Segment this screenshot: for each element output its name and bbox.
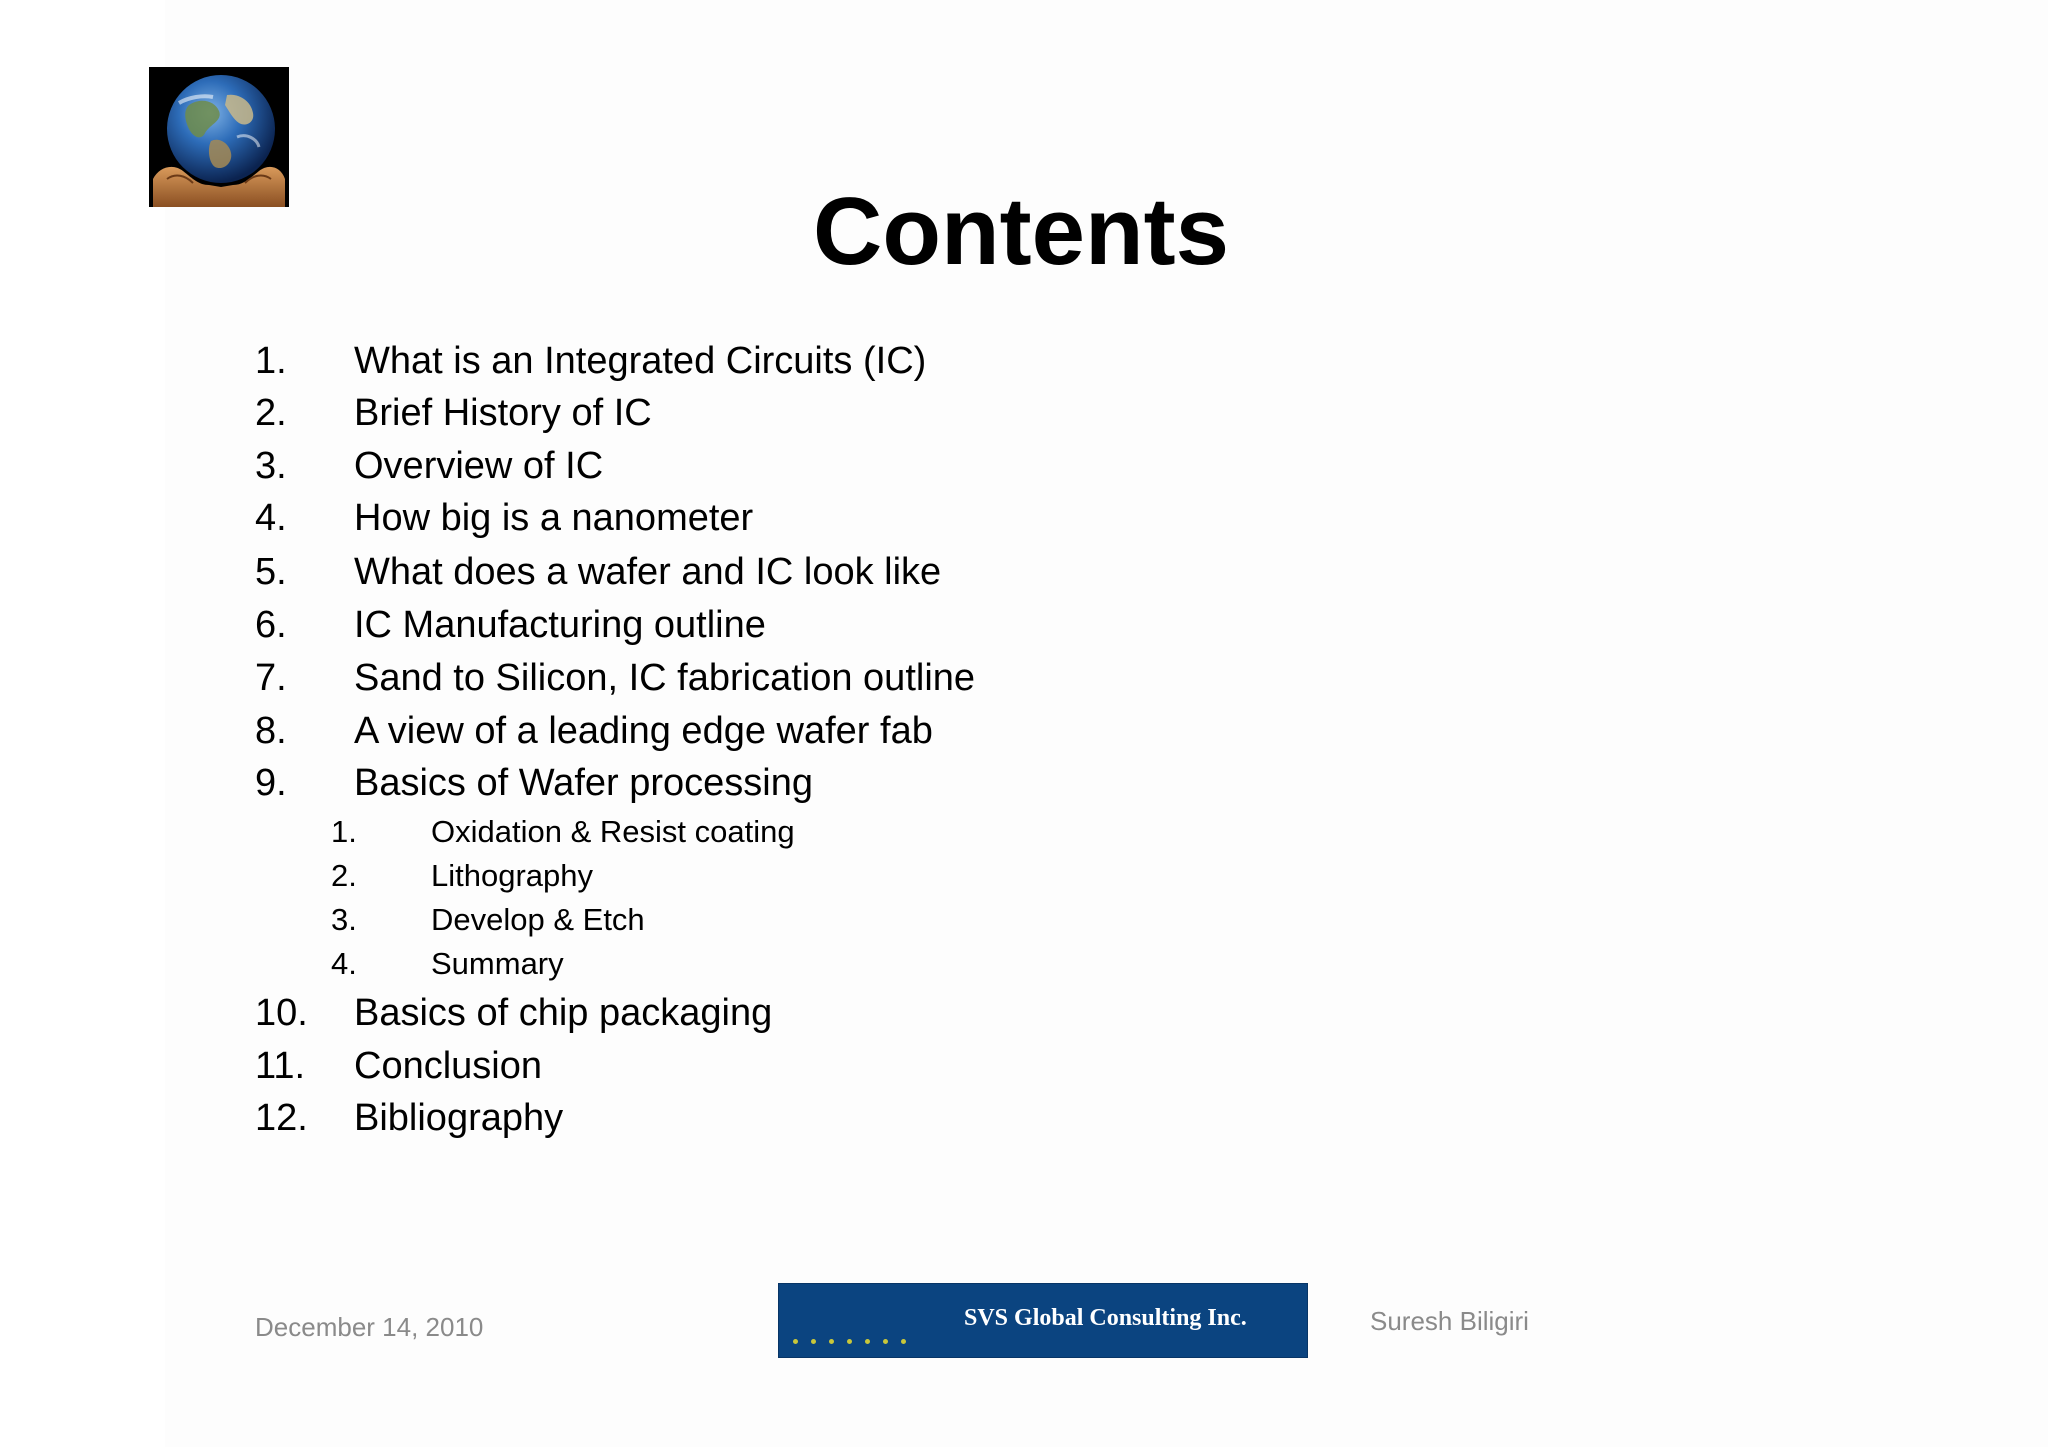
list-item-number: 5. xyxy=(255,551,287,593)
sub-list-item-label: Summary xyxy=(431,946,564,981)
list-item-label: Bibliography xyxy=(354,1097,564,1139)
list-item-label: IC Manufacturing outline xyxy=(354,604,766,646)
page-title-text: Contents xyxy=(813,178,1229,285)
footer-author: Suresh Biligiri xyxy=(1370,1306,1529,1336)
list-item-number: 8. xyxy=(255,710,287,752)
list-item-label: What does a wafer and IC look like xyxy=(354,551,942,593)
list-item-number: 1. xyxy=(255,340,287,382)
sub-list-item-number: 1. xyxy=(331,814,357,849)
list-item-number: 4. xyxy=(255,497,287,539)
list-item-label: What is an Integrated Circuits (IC) xyxy=(354,340,927,382)
list-item-label: A view of a leading edge wafer fab xyxy=(354,710,933,752)
list-item-number: 6. xyxy=(255,604,287,646)
sub-list-item-label: Lithography xyxy=(431,858,594,893)
list-item-label: How big is a nanometer xyxy=(354,497,754,539)
company-logo xyxy=(778,1283,1308,1358)
list-item-number: 11. xyxy=(255,1045,306,1087)
sub-list-item-number: 3. xyxy=(331,902,357,937)
list-item-label: Basics of chip packaging xyxy=(354,992,773,1034)
list-item-number: 7. xyxy=(255,657,287,699)
list-item-label: Basics of Wafer processing xyxy=(354,762,813,804)
list-item-label: Sand to Silicon, IC fabrication outline xyxy=(354,657,976,699)
list-item-number: 3. xyxy=(255,445,287,487)
sub-list-item-label: Develop & Etch xyxy=(431,902,645,937)
list-item-label: Overview of IC xyxy=(354,445,604,487)
list-item-number: 9. xyxy=(255,762,287,804)
sub-list-item-number: 2. xyxy=(331,858,357,893)
list-item-label: Brief History of IC xyxy=(354,392,652,434)
list-item-number: 12. xyxy=(255,1097,308,1139)
sub-list-item-label: Oxidation & Resist coating xyxy=(431,814,795,849)
list-item-label: Conclusion xyxy=(354,1045,542,1087)
footer-date: December 14, 2010 xyxy=(255,1312,484,1342)
list-item-number: 10. xyxy=(255,992,308,1034)
list-item-number: 2. xyxy=(255,392,287,434)
sub-list-item-number: 4. xyxy=(331,946,357,981)
company-name: SVS Global Consulting Inc. xyxy=(964,1305,1247,1331)
